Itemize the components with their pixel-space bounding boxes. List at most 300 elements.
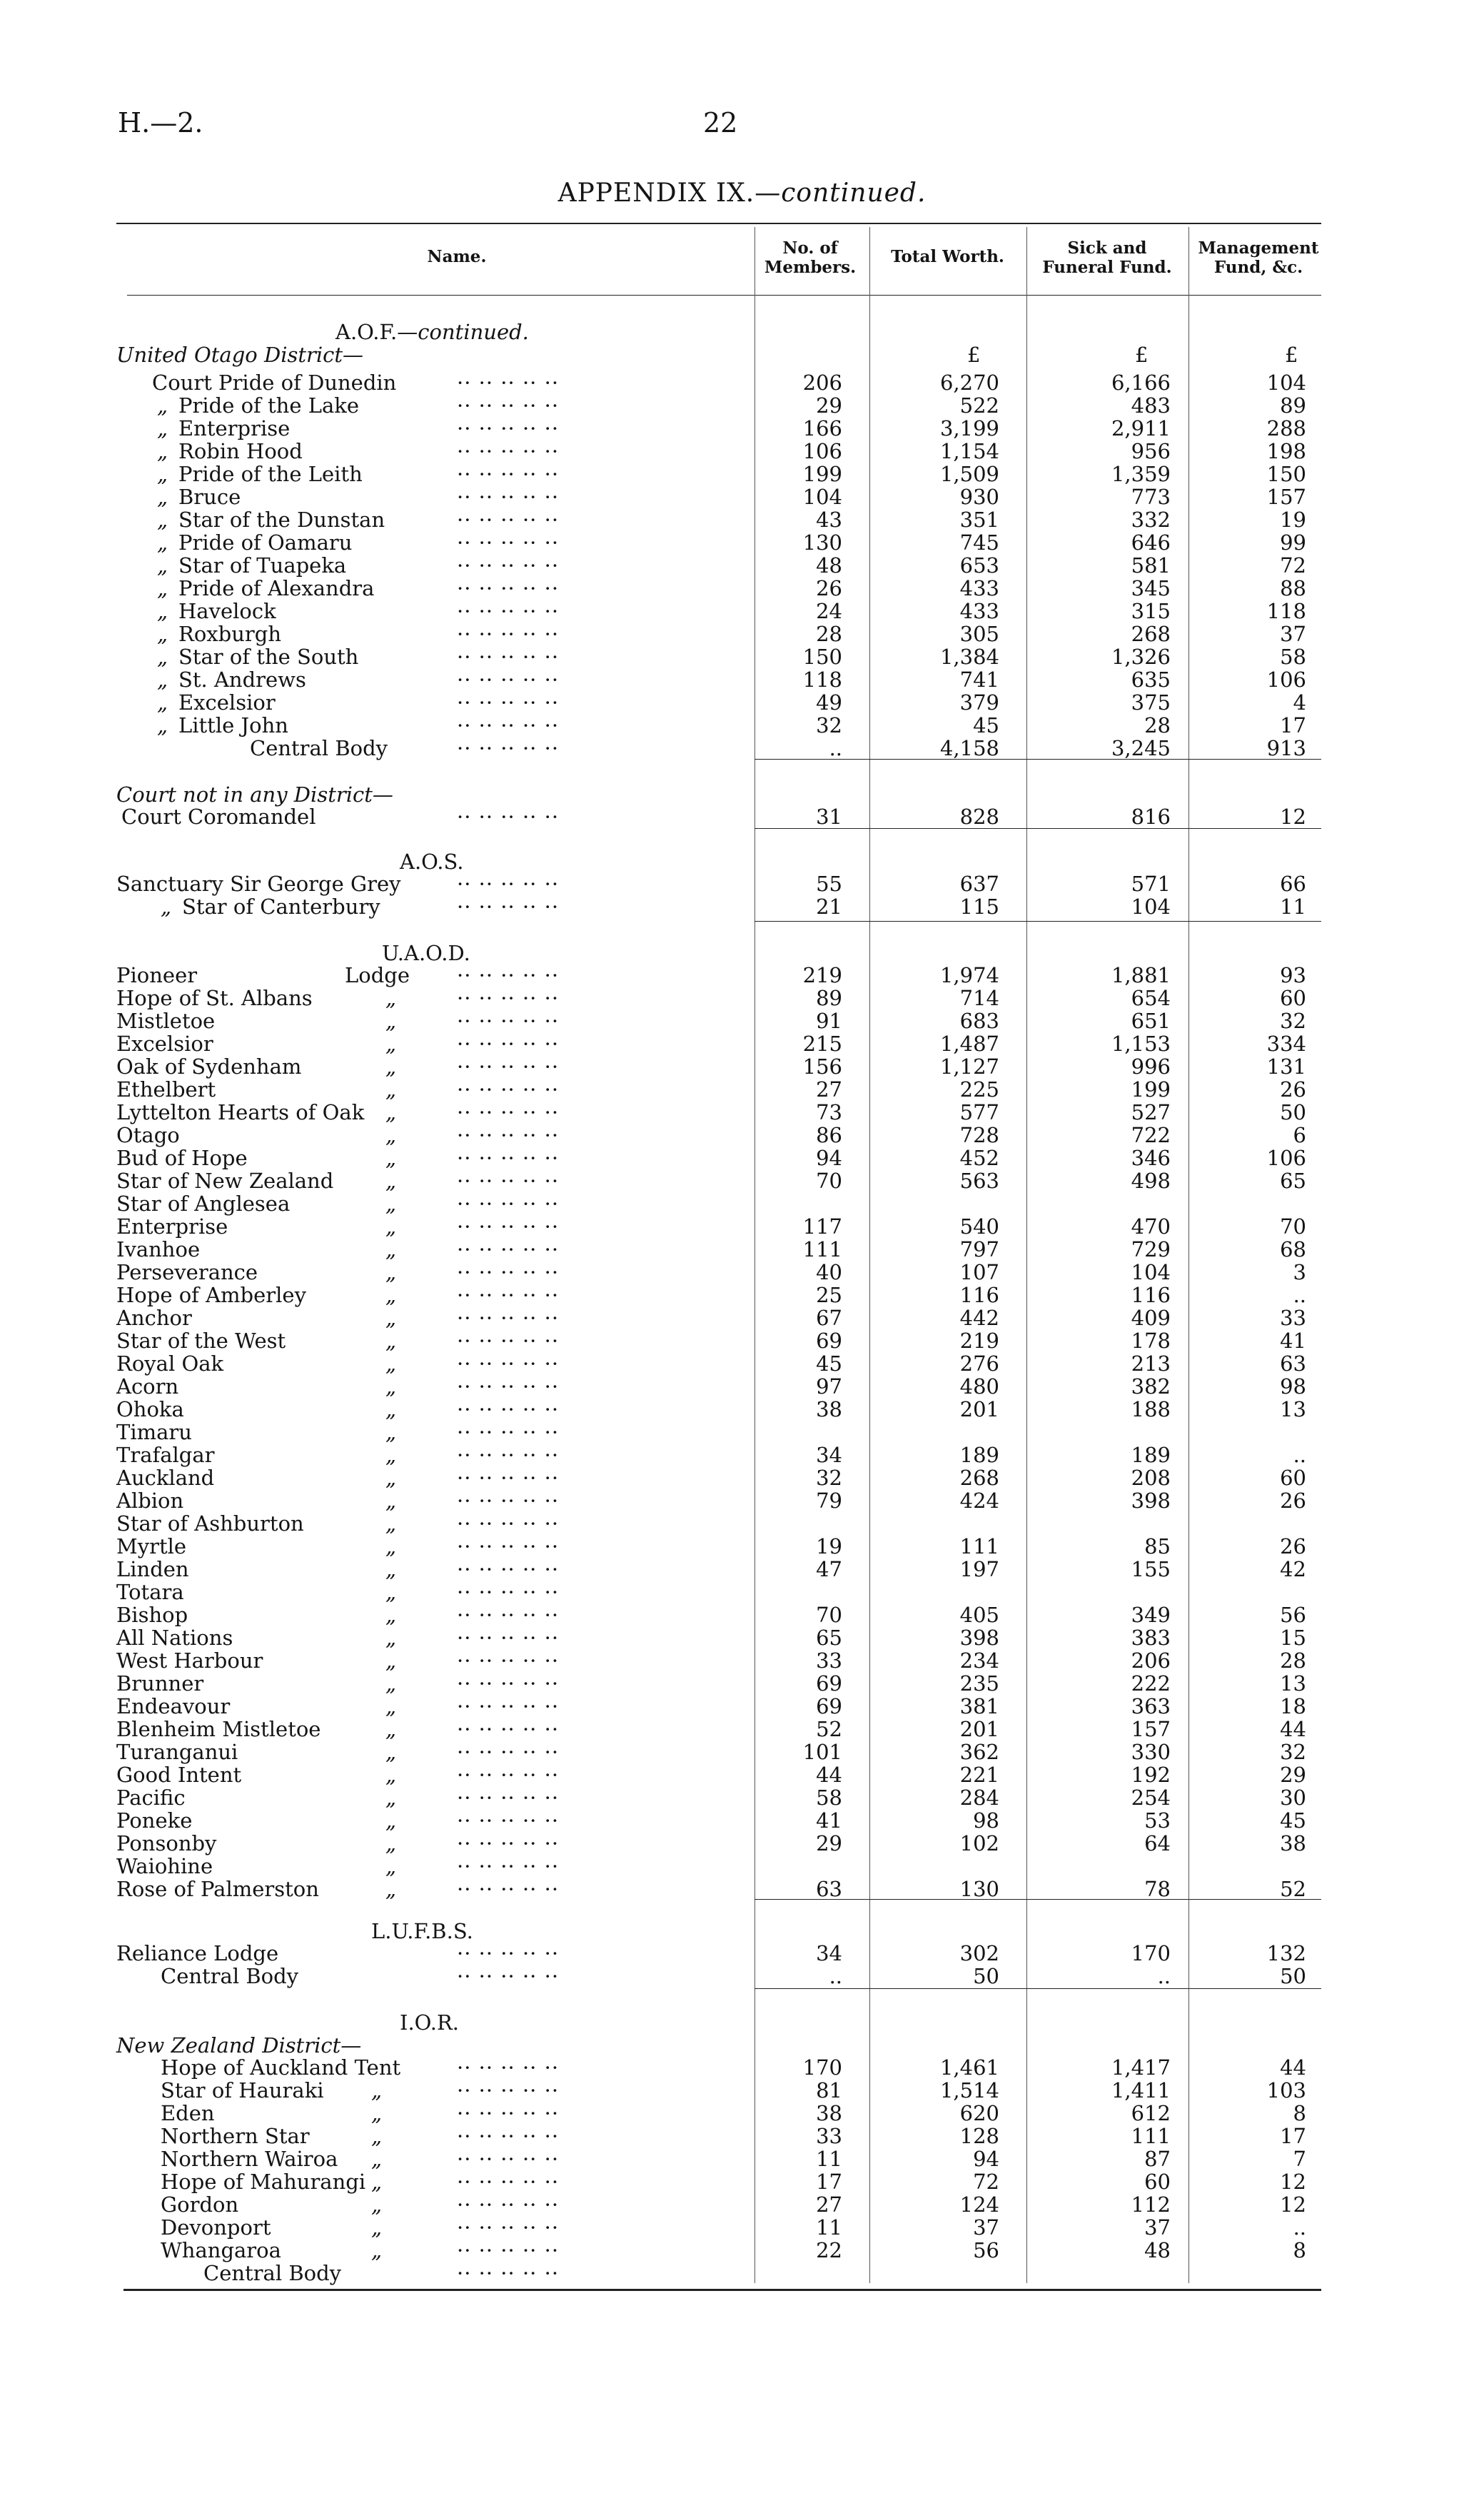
leader-dots: ·· ·· ·· ·· ·· [457,1626,560,1650]
leader-dots: ·· ·· ·· ·· ·· [457,1511,560,1536]
row-name: Totara [116,1580,184,1604]
row-name: Star of Tuapeka [178,553,347,578]
cell-management: 19 [1280,508,1306,532]
cell-members: 199 [802,462,842,486]
cell-sick-funeral: 498 [1131,1169,1171,1193]
table-row [0,1444,1484,1466]
cell-members: 38 [816,2101,842,2125]
leader-dots: ·· ·· ·· ·· ·· [457,872,560,896]
cell-sick-funeral: 483 [1131,393,1171,418]
leader-dots: ·· ·· ·· ·· ·· [457,576,560,600]
table-row [0,1055,1484,1078]
table-row [0,1581,1484,1603]
subheading-court-not-in-district: Court not in any District— [116,782,393,807]
cell-management: 334 [1266,1032,1306,1056]
cell-management: 106 [1266,1146,1306,1170]
cell-members: 63 [816,1877,842,1901]
cell-total-worth: 828 [959,805,999,829]
leader-dots: ·· ·· ·· ·· ·· [457,1420,560,1444]
leader-dots: ·· ·· ·· ·· ·· [457,2215,560,2240]
cell-members: 70 [816,1169,842,1193]
cell-total-worth: 1,514 [939,2078,999,2102]
cell-management: 32 [1280,1740,1306,1764]
leader-dots: ·· ·· ·· ·· ·· [457,371,560,395]
cell-members: 48 [816,553,842,578]
ditto-mark: „ [385,1808,397,1833]
leader-dots: ·· ·· ·· ·· ·· [457,645,560,669]
cell-sick-funeral: 470 [1131,1214,1171,1239]
ditto-mark: „ [371,2215,383,2240]
row-name: Northern Wairoa [161,2147,338,2171]
table-row [0,2125,1484,2147]
cell-members: 33 [816,1648,842,1673]
table-row [0,2216,1484,2239]
table-row [0,394,1484,417]
cell-management: 26 [1280,1489,1306,1513]
cell-total-worth: 540 [959,1214,999,1239]
cell-members: 219 [802,963,842,987]
cell-total-worth: 107 [959,1260,999,1284]
table-row [0,1078,1484,1101]
cell-total-worth: 563 [959,1169,999,1193]
row-name: Star of Hauraki [161,2078,324,2102]
cell-members: 97 [816,1374,842,1399]
ditto-mark: „ [385,1854,397,1878]
table-row [0,737,1484,760]
table-row [0,1032,1484,1055]
cell-sick-funeral: 1,881 [1111,963,1171,987]
cell-sick-funeral: 581 [1131,553,1171,578]
row-name: Oak of Sydenham [116,1054,302,1079]
cell-sick-funeral: 254 [1131,1786,1171,1810]
row-name: Pride of the Lake [178,393,359,418]
cell-total-worth: 653 [959,553,999,578]
ditto-mark: „ [385,1283,397,1307]
ditto-mark: „ [385,1237,397,1261]
cell-sick-funeral: 363 [1131,1694,1171,1718]
row-name: Turanganui [116,1740,238,1764]
cell-total-worth: 637 [959,872,999,896]
cell-total-worth: 1,154 [939,439,999,463]
cell-members: 69 [816,1694,842,1718]
cell-sick-funeral: 37 [1144,2215,1171,2240]
cell-members: 156 [802,1054,842,1079]
cell-total-worth: 1,974 [939,963,999,987]
row-name: Little John [178,713,288,737]
ditto-mark: „ [157,668,168,692]
leader-dots: ·· ·· ·· ·· ·· [457,1648,560,1673]
row-name: Havelock [178,599,276,623]
cell-members: 86 [816,1123,842,1147]
table-row [0,1124,1484,1147]
ditto-mark: „ [157,599,168,623]
cell-sick-funeral: 53 [1144,1808,1171,1833]
ditto-mark: „ [385,1054,397,1079]
cell-management: 132 [1266,1941,1306,1965]
cell-management: 68 [1280,1237,1306,1261]
row-name: Poneke [116,1808,193,1833]
row-name: Linden [116,1557,189,1581]
table-row [0,1942,1484,1965]
leader-dots: ·· ·· ·· ·· ·· [457,1077,560,1102]
cell-members: 19 [816,1534,842,1558]
leader-dots: ·· ·· ·· ·· ·· [457,462,560,486]
cell-sick-funeral: 6,166 [1111,371,1171,395]
leader-dots: ·· ·· ·· ·· ·· [457,1740,560,1764]
cell-total-worth: 201 [959,1717,999,1741]
leader-dots: ·· ·· ·· ·· ·· [457,1146,560,1170]
table-row [0,1169,1484,1192]
leader-dots: ·· ·· ·· ·· ·· [457,1534,560,1558]
ditto-mark: „ [385,1192,397,1216]
cell-members: 215 [802,1032,842,1056]
cell-total-worth: 4,158 [939,736,999,760]
table-row [0,1535,1484,1558]
subheading-new-zealand-district: New Zealand District— [116,2033,362,2058]
cell-sick-funeral: 646 [1131,530,1171,555]
cell-members: 47 [816,1557,842,1581]
cell-management: 89 [1280,393,1306,418]
cell-total-worth: 111 [959,1534,999,1558]
cell-management: 198 [1266,439,1306,463]
cell-members: 106 [802,439,842,463]
table-row [0,2193,1484,2216]
ditto-mark: „ [385,1534,397,1558]
row-name: Star of Anglesea [116,1192,291,1216]
ditto-mark: „ [385,1306,397,1330]
ditto-mark: „ [385,1831,397,1855]
cell-members: .. [829,736,842,760]
cell-sick-funeral: 206 [1131,1648,1171,1673]
cell-members: 91 [816,1009,842,1033]
cell-total-worth: 124 [959,2192,999,2217]
table-row [0,1261,1484,1284]
table-row [0,600,1484,623]
cell-members: 11 [816,2215,842,2240]
cell-total-worth: 1,509 [939,462,999,486]
cell-total-worth: 116 [959,1283,999,1307]
leader-dots: ·· ·· ·· ·· ·· [457,805,560,829]
cell-members: 34 [816,1443,842,1467]
ditto-mark: „ [385,1443,397,1467]
cell-members: 130 [802,530,842,555]
cell-sick-funeral: 1,153 [1111,1032,1171,1056]
cell-sick-funeral: 157 [1131,1717,1171,1741]
table-row [0,1672,1484,1695]
row-name: Mistletoe [116,1009,216,1033]
cell-management: 17 [1280,713,1306,737]
cell-management: 12 [1280,2170,1306,2194]
leader-dots: ·· ·· ·· ·· ·· [457,2055,560,2080]
row-name: Enterprise [116,1214,228,1239]
row-name: Sanctuary Sir George Grey [116,872,401,896]
cell-members: 65 [816,1626,842,1650]
cell-members: 29 [816,393,842,418]
cell-management: .. [1293,1443,1306,1467]
ditto-mark: „ [157,485,168,509]
cell-members: 118 [802,668,842,692]
leader-dots: ·· ·· ·· ·· ·· [457,485,560,509]
cell-management: 44 [1280,2055,1306,2080]
row-name: Waiohine [116,1854,213,1878]
ditto-mark: „ [385,1146,397,1170]
table-row [0,531,1484,554]
cell-members: 94 [816,1146,842,1170]
cell-members: 17 [816,2170,842,2194]
cell-members: 26 [816,576,842,600]
leader-dots: ·· ·· ·· ·· ·· [457,1603,560,1627]
cell-management: 118 [1266,599,1306,623]
leader-dots: ·· ·· ·· ·· ·· [457,1717,560,1741]
cell-members: 150 [802,645,842,669]
leader-dots: ·· ·· ·· ·· ·· [457,2078,560,2102]
row-lodge-label: Lodge [345,963,410,987]
cell-members: 111 [802,1237,842,1261]
cell-management: 103 [1266,2078,1306,2102]
cell-sick-funeral: .. [1157,1964,1171,1988]
cell-management: 41 [1280,1329,1306,1353]
cell-management: 60 [1280,986,1306,1010]
row-name: Ivanhoe [116,1237,201,1261]
cell-members: 104 [802,485,842,509]
ditto-mark: „ [385,1100,397,1124]
cell-management: 8 [1293,2238,1306,2262]
table-row [0,1649,1484,1672]
table-row [0,1352,1484,1375]
table-row [0,1489,1484,1512]
table-row [0,554,1484,577]
cell-sick-funeral: 104 [1131,895,1171,919]
table-row [0,1855,1484,1878]
cell-sick-funeral: 956 [1131,439,1171,463]
leader-dots: ·· ·· ·· ·· ·· [457,1260,560,1284]
cell-management: 17 [1280,2124,1306,2148]
cell-total-worth: 452 [959,1146,999,1170]
leader-dots: ·· ·· ·· ·· ·· [457,2261,560,2285]
cell-sick-funeral: 208 [1131,1466,1171,1490]
row-name: All Nations [116,1626,233,1650]
cell-members: 29 [816,1831,842,1855]
cell-total-worth: 714 [959,986,999,1010]
table-row [0,1809,1484,1832]
cell-sick-funeral: 85 [1144,1534,1171,1558]
row-name: Pride of Alexandra [178,576,375,600]
table-row [0,508,1484,531]
leader-dots: ·· ·· ·· ·· ·· [457,1671,560,1696]
cell-total-worth: 50 [973,1964,999,1988]
table-row [0,577,1484,600]
cell-total-worth: 225 [959,1077,999,1102]
table-row [0,1603,1484,1626]
leader-dots: ·· ·· ·· ·· ·· [457,668,560,692]
row-name: Auckland [116,1466,215,1490]
leader-dots: ·· ·· ·· ·· ·· [457,1374,560,1399]
currency-sick: £ [1135,343,1149,367]
table-row [0,2262,1484,2285]
cell-management: 12 [1280,2192,1306,2217]
cell-total-worth: 1,127 [939,1054,999,1079]
cell-total-worth: 480 [959,1374,999,1399]
row-name: Star of the West [116,1329,286,1353]
cell-members: 170 [802,2055,842,2080]
leader-dots: ·· ·· ·· ·· ·· [457,1694,560,1718]
section-aos: A.O.S. [400,850,464,874]
cell-members: 58 [816,1786,842,1810]
page-number: 22 [703,107,738,139]
row-name: Star of Ashburton [116,1511,304,1536]
cell-total-worth: 433 [959,576,999,600]
table-row [0,1329,1484,1352]
cell-total-worth: 219 [959,1329,999,1353]
table-row [0,1101,1484,1124]
cell-sick-funeral: 346 [1131,1146,1171,1170]
cell-management: 18 [1280,1694,1306,1718]
leader-dots: ·· ·· ·· ·· ·· [457,1214,560,1239]
leader-dots: ·· ·· ·· ·· ·· [457,1466,560,1490]
ditto-mark: „ [157,645,168,669]
subheading-united-otago: United Otago District— [116,343,364,367]
cell-sick-funeral: 199 [1131,1077,1171,1102]
table-row [0,1832,1484,1855]
document-code: H.—2. [118,107,203,139]
cell-management: 56 [1280,1603,1306,1627]
cell-members: 69 [816,1329,842,1353]
row-name: Royal Oak [116,1351,224,1376]
cell-management: 3 [1293,1260,1306,1284]
cell-management: 104 [1266,371,1306,395]
leader-dots: ·· ·· ·· ·· ·· [457,1831,560,1855]
ditto-mark: „ [371,2101,383,2125]
cell-sick-funeral: 1,326 [1111,645,1171,669]
row-name: Eden [161,2101,215,2125]
cell-management: 58 [1280,645,1306,669]
cell-total-worth: 351 [959,508,999,532]
ditto-mark: „ [385,1786,397,1810]
table-row [0,1215,1484,1238]
ditto-mark: „ [157,439,168,463]
leader-dots: ·· ·· ·· ·· ·· [457,1009,560,1033]
cell-management: 52 [1280,1877,1306,1901]
row-name: Lyttelton Hearts of Oak [116,1100,365,1124]
cell-sick-funeral: 188 [1131,1397,1171,1421]
cell-members: 21 [816,895,842,919]
leader-dots: ·· ·· ·· ·· ·· [457,1964,560,1988]
cell-management: 93 [1280,963,1306,987]
ditto-mark: „ [157,622,168,646]
cell-members: 31 [816,805,842,829]
cell-management: 8 [1293,2101,1306,2125]
cell-total-worth: 433 [959,599,999,623]
cell-management: 12 [1280,805,1306,829]
table-row [0,1238,1484,1261]
cell-members: 22 [816,2238,842,2262]
table-row [0,2079,1484,2102]
table-row [0,1147,1484,1169]
cell-total-worth: 235 [959,1671,999,1696]
table-row [0,2239,1484,2262]
row-name: Bishop [116,1603,188,1627]
leader-dots: ·· ·· ·· ·· ·· [457,2101,560,2125]
table-row [0,2170,1484,2193]
cell-management: 50 [1280,1100,1306,1124]
table-row [0,2102,1484,2125]
cell-sick-funeral: 654 [1131,986,1171,1010]
cell-total-worth: 305 [959,622,999,646]
cell-total-worth: 234 [959,1648,999,1673]
cell-total-worth: 102 [959,1831,999,1855]
row-name: Hope of Auckland Tent [161,2055,401,2080]
cell-members: 28 [816,622,842,646]
cell-sick-funeral: 2,911 [1111,416,1171,440]
cell-sick-funeral: 409 [1131,1306,1171,1330]
table-row [0,1466,1484,1489]
ditto-mark: „ [385,1580,397,1604]
table-row [0,1626,1484,1649]
cell-members: 27 [816,2192,842,2217]
cell-management: 63 [1280,1351,1306,1376]
cell-sick-funeral: 383 [1131,1626,1171,1650]
leader-dots: ·· ·· ·· ·· ·· [457,963,560,987]
ditto-mark: „ [157,553,168,578]
cell-total-worth: 424 [959,1489,999,1513]
table-row [0,2147,1484,2170]
leader-dots: ·· ·· ·· ·· ·· [457,1763,560,1787]
leader-dots: ·· ·· ·· ·· ·· [457,736,560,760]
leader-dots: ·· ·· ·· ·· ·· [457,1054,560,1079]
ditto-mark: „ [385,1260,397,1284]
ditto-mark: „ [385,1648,397,1673]
cell-members: .. [829,1964,842,1988]
row-name: Hope of St. Albans [116,986,313,1010]
cell-management: 26 [1280,1077,1306,1102]
ditto-mark: „ [385,1214,397,1239]
table-row [0,1306,1484,1329]
cell-management: 106 [1266,668,1306,692]
row-name: Blenheim Mistletoe [116,1717,321,1741]
row-name: Pride of the Leith [178,462,363,486]
table-row [0,645,1484,668]
ditto-mark: „ [385,1466,397,1490]
cell-total-worth: 128 [959,2124,999,2148]
cell-management: 99 [1280,530,1306,555]
column-header-management: Management Fund, &c. [1198,238,1319,277]
cell-total-worth: 94 [973,2147,999,2171]
cell-management: 42 [1280,1557,1306,1581]
leader-dots: ·· ·· ·· ·· ·· [457,2238,560,2262]
table-row [0,1763,1484,1786]
cell-total-worth: 284 [959,1786,999,1810]
ditto-mark: „ [157,416,168,440]
ditto-mark: „ [385,1717,397,1741]
leader-dots: ·· ·· ·· ·· ·· [457,1397,560,1421]
cell-sick-funeral: 382 [1131,1374,1171,1399]
ditto-mark: „ [385,1694,397,1718]
cell-management: 7 [1293,2147,1306,2171]
cell-management: 32 [1280,1009,1306,1033]
row-name: Bud of Hope [116,1146,248,1170]
cell-sick-funeral: 64 [1144,1831,1171,1855]
cell-management: 150 [1266,462,1306,486]
cell-management: 37 [1280,622,1306,646]
column-header-name: Name. [427,247,487,266]
cell-members: 117 [802,1214,842,1239]
leader-dots: ·· ·· ·· ·· ·· [457,1941,560,1965]
leader-dots: ·· ·· ·· ·· ·· [457,1443,560,1467]
section-lufbs: L.U.F.B.S. [371,1919,473,1943]
section-uaod: U.A.O.D. [382,941,470,965]
table-row [0,2056,1484,2079]
table-row [0,1695,1484,1718]
